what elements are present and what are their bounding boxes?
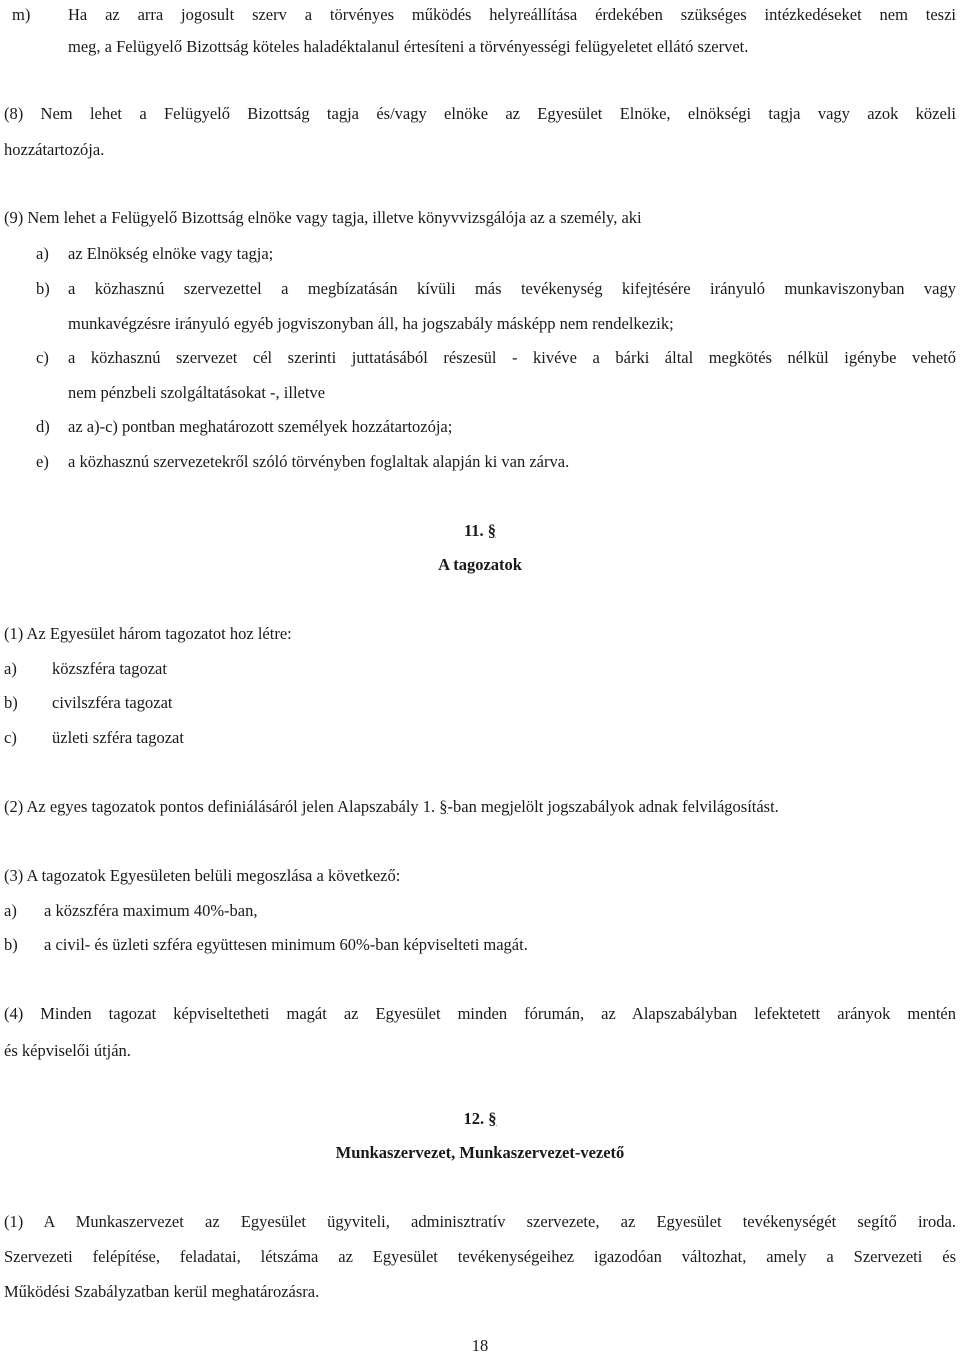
list-item-text: civilszféra tagozat: [52, 693, 173, 712]
section-sign: §: [439, 797, 448, 816]
list-label: e): [36, 452, 49, 471]
paragraph-line: (8) Nem lehet a Felügyelő Bizottság tagja és/vagy elnöke az Egyesület Elnöke, elnökségi tagja vagy azok közeli: [4, 104, 956, 123]
paragraph-line: meg, a Felügyelő Bizottság köteles haladéktalanul értesíteni a törvényességi felügyeletet ellátó szervet.: [68, 37, 749, 56]
page-number: 18: [471, 1336, 489, 1355]
paragraph-line: (3) A tagozatok Egyesületen belüli megoszlása a következő:: [4, 866, 401, 885]
list-item-text: az Elnökség elnöke vagy tagja;: [68, 244, 274, 263]
list-item-text: üzleti szféra tagozat: [52, 728, 184, 747]
list-label: c): [4, 728, 17, 747]
section-heading-number: [0, 1109, 960, 1129]
list-item-text: közszféra tagozat: [52, 659, 167, 678]
paragraph-line: (1) Az Egyesület három tagozatot hoz létre:: [4, 624, 292, 643]
section-heading-number: [0, 521, 960, 541]
paragraph-text: -ban megjelölt jogszabályok adnak felvilágosítást.: [447, 797, 779, 816]
paragraph-line: Szervezeti felépítése, feladatai, létszáma az Egyesület tevékenységeihez igazodóan változhat, amely a Szervezeti és: [4, 1247, 956, 1266]
paragraph-line: Működési Szabályzatban kerül meghatározásra.: [4, 1282, 320, 1301]
section-title: Munkaszervezet, Munkaszervezet-vezető: [335, 1143, 625, 1162]
list-label: d): [36, 417, 50, 436]
paragraph-line: hozzátartozója.: [4, 140, 105, 159]
list-label: b): [4, 935, 18, 954]
list-item-text: a közhasznú szervezetekről szóló törvényben foglaltak alapján ki van zárva.: [68, 452, 570, 471]
paragraph-line: [4, 797, 779, 817]
section-title: A tagozatok: [438, 555, 522, 574]
list-item-text: munkavégzésre irányuló egyéb jogviszonyban áll, ha jogszabály másképp nem rendelkezik;: [68, 314, 674, 333]
section-number: 11.: [463, 521, 484, 540]
paragraph-line: (1) A Munkaszervezet az Egyesület ügyviteli, adminisztratív szervezete, az Egyesület tevékenységét segítő iroda.: [4, 1212, 956, 1231]
section-sign: §: [487, 521, 497, 540]
list-item-text: a közhasznú szervezettel a megbízatásán kívüli más tevékenység kifejtésére irányuló munkaviszonyban vagy: [68, 279, 956, 298]
list-label: b): [36, 279, 50, 298]
list-label: c): [36, 348, 49, 367]
list-label: a): [4, 659, 17, 678]
list-item-text: a civil- és üzleti szféra együttesen minimum 60%-ban képviselteti magát.: [44, 935, 528, 954]
section-sign: §: [488, 1109, 497, 1128]
paragraph-line: és képviselői útján.: [4, 1041, 131, 1060]
list-label: m): [12, 5, 31, 24]
list-item-text: a közhasznú szervezet cél szerinti juttatásából részesül - kivéve a bárki által megkötés nélkül igénybe vehető: [68, 348, 956, 367]
list-item-text: nem pénzbeli szolgáltatásokat -, illetve: [68, 383, 326, 402]
paragraph-line: (9) Nem lehet a Felügyelő Bizottság elnöke vagy tagja, illetve könyvvizsgálója az a személy, aki: [4, 208, 642, 227]
list-item-text: az a)-c) pontban meghatározott személyek hozzátartozója;: [68, 417, 453, 436]
paragraph-line: (4) Minden tagozat képviseltetheti magát az Egyesület minden fórumán, az Alapszabályban lefektetett arányok mentén: [4, 1004, 956, 1023]
list-label: b): [4, 693, 18, 712]
list-label: a): [36, 244, 49, 263]
list-label: a): [4, 901, 17, 920]
paragraph-text: (2) Az egyes tagozatok pontos definiálásáról jelen Alapszabály 1.: [4, 797, 436, 816]
list-item-text: a közszféra maximum 40%-ban,: [44, 901, 258, 920]
section-number: 12.: [463, 1109, 485, 1128]
paragraph-line: Ha az arra jogosult szerv a törvényes működés helyreállítása érdekében szükséges intézkedéseket nem teszi: [68, 5, 956, 24]
